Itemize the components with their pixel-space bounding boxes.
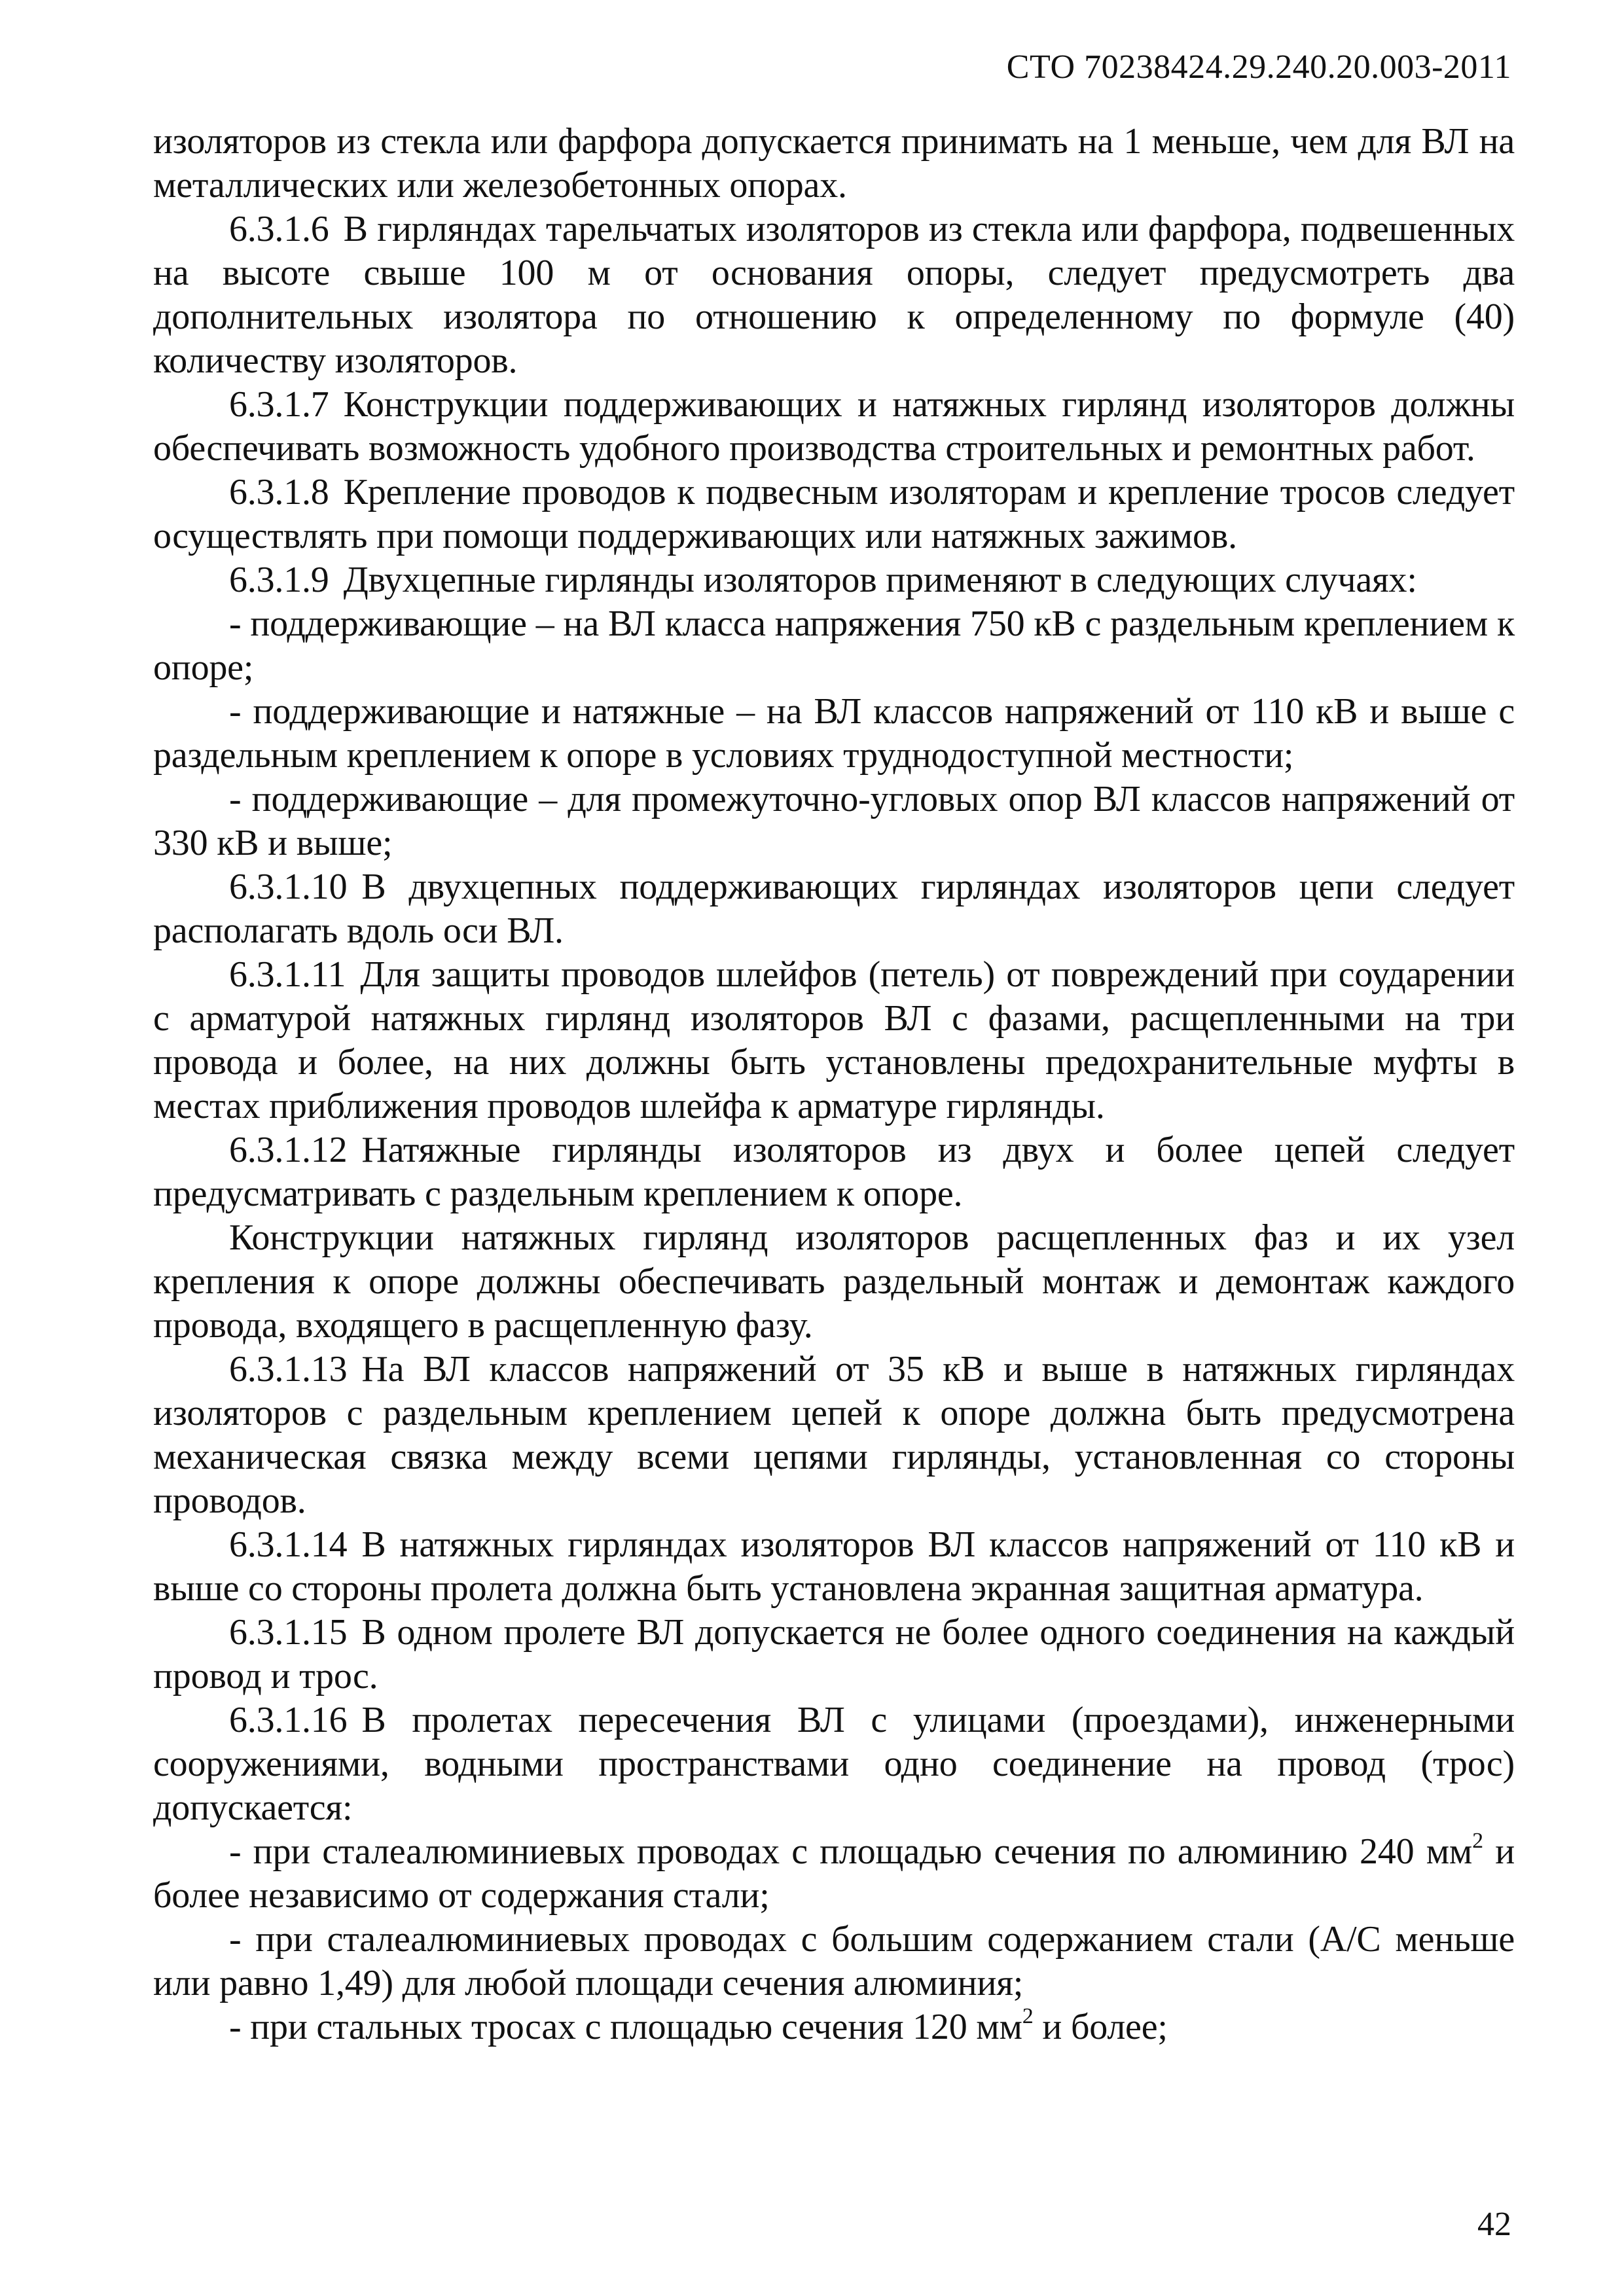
clause-6-3-1-10	[153, 865, 1515, 953]
clause-6-3-1-11	[153, 953, 1515, 1128]
clause-text: В двухцепных поддерживающих гирляндах изоляторов цепи следует располагать вдоль оси ВЛ.	[153, 867, 1515, 951]
page-number: 42	[1477, 2206, 1511, 2243]
clause-number: 6.3.1.7	[229, 384, 329, 425]
clause-text: Конструкции поддерживающих и натяжных гирлянд изоляторов должны обеспечивать возможность удобного производства строительных и ремонтных работ.	[153, 384, 1515, 469]
clause-number: 6.3.1.10	[229, 867, 348, 907]
clause-6-3-1-12	[153, 1128, 1515, 1216]
list-item	[153, 778, 1515, 865]
paragraph-text: изоляторов из стекла или фарфора допускается принимать на 1 меньше, чем для ВЛ на металлических или железобетонных опорах.	[153, 121, 1515, 206]
clause-6-3-1-6	[153, 207, 1515, 383]
clause-number: 6.3.1.12	[229, 1130, 348, 1170]
list-item-text-end: и более независимо от содержания стали;	[153, 1831, 1515, 1916]
list-item-text-end: и более;	[1033, 2007, 1168, 2047]
clause-text: В натяжных гирляндах изоляторов ВЛ классов напряжений от 110 кВ и выше со стороны пролета должна быть установлена экранная защитная арматура.	[153, 1524, 1515, 1609]
clause-text: В пролетах пересечения ВЛ с улицами (проездами), инженерными сооружениями, водными пространствами одно соединение на провод (трос) допускается:	[153, 1700, 1515, 1828]
list-item-text: - поддерживающие и натяжные – на ВЛ классов напряжений от 110 кВ и выше с раздельным креплением к опоре в условиях труднодоступной местности;	[153, 691, 1515, 776]
clause-text: Для защиты проводов шлейфов (петель) от повреждений при соударении с арматурой натяжных гирлянд изоляторов ВЛ с фазами, расщепленными на три провода и более, на них должны быть установлены предохранительные муфты в местах приближения проводов шлейфа к арматуре гирлянды.	[153, 954, 1515, 1126]
clause-6-3-1-13	[153, 1348, 1515, 1523]
clause-number: 6.3.1.15	[229, 1612, 348, 1653]
clause-6-3-1-14	[153, 1523, 1515, 1611]
list-item-text: - поддерживающие – для промежуточно-угловых опор ВЛ классов напряжений от 330 кВ и выше;	[153, 779, 1515, 863]
clause-6-3-1-7	[153, 383, 1515, 471]
clause-number: 6.3.1.16	[229, 1700, 348, 1740]
list-item-text: - при сталеалюминиевых проводах с большим содержанием стали (А/С меньше или равно 1,49) для любой площади сечения алюминия;	[153, 1919, 1515, 2003]
superscript: 2	[1472, 1829, 1483, 1854]
list-item	[153, 1830, 1515, 1918]
paragraph-text: Конструкции натяжных гирлянд изоляторов расщепленных фаз и их узел крепления к опоре должны обеспечивать раздельный монтаж и демонтаж каждого провода, входящего в расщепленную фазу.	[153, 1217, 1515, 1346]
clause-6-3-1-15	[153, 1611, 1515, 1698]
clause-6-3-1-8	[153, 471, 1515, 558]
paragraph-continuation	[153, 120, 1515, 207]
list-item	[153, 2005, 1515, 2049]
clause-6-3-1-9	[153, 558, 1515, 602]
clause-number: 6.3.1.11	[229, 954, 346, 995]
clause-text: Натяжные гирлянды изоляторов из двух и более цепей следует предусматривать с раздельным креплением к опоре.	[153, 1130, 1515, 1214]
list-item	[153, 602, 1515, 690]
clause-text: Крепление проводов к подвесным изоляторам и крепление тросов следует осуществлять при помощи поддерживающих или натяжных зажимов.	[153, 472, 1515, 556]
list-item-text: - при сталеалюминиевых проводах с площадью сечения по алюминию 240 мм	[229, 1831, 1473, 1872]
clause-number: 6.3.1.9	[229, 560, 329, 600]
superscript: 2	[1022, 2004, 1034, 2029]
paragraph	[153, 1216, 1515, 1348]
list-item	[153, 1918, 1515, 2005]
clause-number: 6.3.1.14	[229, 1524, 348, 1565]
clause-text: В одном пролете ВЛ допускается не более одного соединения на каждый провод и трос.	[153, 1612, 1515, 1696]
document-body	[153, 120, 1515, 2049]
clause-text: В гирляндах тарельчатых изоляторов из стекла или фарфора, подвешенных на высоте свыше 100 м от основания опоры, следует предусмотреть два дополнительных изолятора по отношению к определенному по формуле (40) количеству изоляторов.	[153, 209, 1515, 381]
list-item	[153, 690, 1515, 778]
clause-text: Двухцепные гирлянды изоляторов применяют в следующих случаях:	[343, 560, 1417, 600]
list-item-text: - поддерживающие – на ВЛ класса напряжения 750 кВ с раздельным креплением к опоре;	[153, 603, 1515, 688]
list-item-text: - при стальных тросах с площадью сечения 120 мм	[229, 2007, 1022, 2047]
document-code-header: СТО 70238424.29.240.20.003-2011	[1006, 48, 1511, 86]
clause-number: 6.3.1.13	[229, 1349, 348, 1390]
clause-text: На ВЛ классов напряжений от 35 кВ и выше в натяжных гирляндах изоляторов с раздельным креплением цепей к опоре должна быть предусмотрена механическая связка между всеми цепями гирлянды, установленная со стороны проводов.	[153, 1349, 1515, 1521]
clause-number: 6.3.1.6	[229, 209, 329, 249]
clause-number: 6.3.1.8	[229, 472, 329, 512]
clause-6-3-1-16	[153, 1698, 1515, 1830]
